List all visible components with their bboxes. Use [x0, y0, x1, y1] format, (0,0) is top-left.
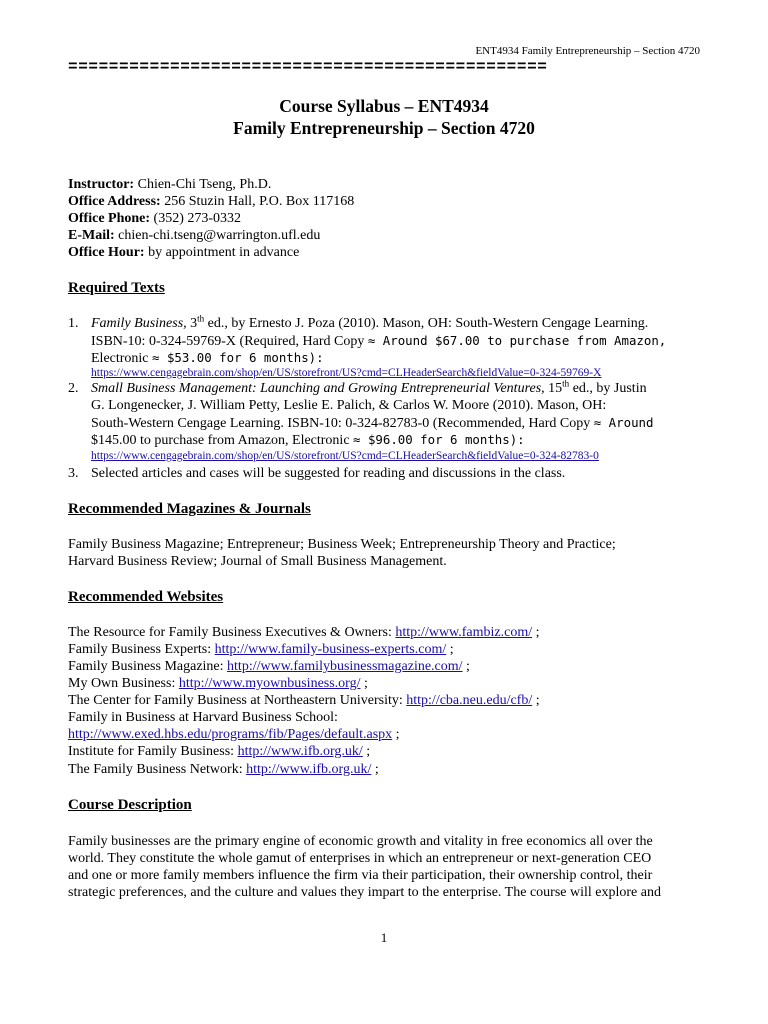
website-separator: ; [446, 642, 454, 657]
website-link[interactable]: http://www.myownbusiness.org/ [178, 676, 361, 691]
description-line-3: and one or more family members influence the firm via their participation, their ownership control, their [68, 868, 653, 883]
instructor-line [68, 177, 271, 193]
text-2-line-2: G. Longenecker, J. William Petty, Leslie E. Palich, & Carlos W. Moore (2010). Mason, OH: [91, 398, 607, 413]
text-1-link-line [91, 367, 601, 379]
website-label: Family Business Experts: [68, 642, 215, 657]
text-2-edition-suffix: th [562, 378, 570, 389]
website-link[interactable]: http://www.ifb.org.uk/ [237, 744, 363, 759]
text-3-number: 3. [68, 466, 79, 481]
text-3-line [68, 466, 565, 482]
text-1-price-electronic: ≈ $53.00 for 6 months): [152, 350, 324, 365]
website-item [68, 676, 368, 692]
website-separator: ; [371, 762, 379, 777]
office-address-line [68, 194, 354, 210]
website-label: The Family Business Network: [68, 762, 247, 777]
website-separator: ; [362, 744, 371, 759]
text-1-edition: 3 [186, 316, 198, 331]
text-1-electronic: Electronic [91, 351, 153, 366]
website-link[interactable]: http://www.family-business-experts.com/ [214, 642, 447, 657]
website-item [68, 762, 379, 778]
website-link[interactable]: http://www.ifb.org.uk/ [246, 762, 372, 777]
text-2-line-1 [68, 378, 647, 397]
magazines-heading: Recommended Magazines & Journals [68, 501, 311, 517]
magazines-line-1: Family Business Magazine; Entrepreneur; Business Week; Entrepreneurship Theory and Practice; [68, 537, 616, 552]
website-separator: ; [462, 659, 470, 674]
text-1-line-3 [91, 350, 324, 367]
text-2-price-hard: ≈ Around [593, 415, 654, 430]
email-value: chien-chi.tseng@warrington.ufl.edu [114, 228, 321, 243]
office-hour-value: by appointment in advance [144, 245, 300, 260]
website-label: Family Business Magazine: [68, 659, 228, 674]
website-item [68, 642, 454, 658]
website-link[interactable]: http://www.familybusinessmagazine.com/ [227, 659, 463, 674]
text-1-line-1 [68, 313, 649, 332]
text-1-number: 1. [68, 316, 79, 331]
text-2-number: 2. [68, 381, 79, 396]
text-2-isbn: South-Western Cengage Learning. ISBN-10: 0-324-82783-0 (Recommended, Hard Copy [91, 416, 594, 431]
header-rule: =============================================== [68, 58, 548, 76]
website-link[interactable]: http://www.fambiz.com/ [395, 625, 533, 640]
office-phone-label: Office Phone: [68, 211, 151, 226]
website-label: Family in Business at Harvard Business School: [68, 710, 338, 725]
text-2-amazon: $145.00 to purchase from Amazon, Electronic [91, 433, 354, 448]
description-line-4: strategic preferences, and the culture and values they impart to the enterprise. The course will explore and [68, 885, 661, 900]
office-phone-value: (352) 273-0332 [150, 211, 242, 226]
website-label: The Resource for Family Business Executives & Owners: [68, 625, 396, 640]
text-1-edition-suffix: th [197, 313, 205, 324]
text-2-rest: ed., by Justin [569, 381, 647, 396]
instructor-value: Chien-Chi Tseng, Ph.D. [134, 177, 272, 192]
email-line [68, 228, 320, 244]
text-1-rest: ed., by Ernesto J. Poza (2010). Mason, OH: South-Western Cengage Learning. [204, 316, 649, 331]
text-1-title: Family Business, [91, 316, 187, 331]
instructor-label: Instructor: [68, 177, 135, 192]
website-label: Institute for Family Business: [68, 744, 238, 759]
text-2-edition: 15 [544, 381, 563, 396]
text-2-line-4 [91, 432, 525, 449]
website-item [68, 744, 370, 760]
text-1-isbn: ISBN-10: 0-324-59769-X (Required, Hard Copy [91, 334, 368, 349]
text-1-price-hard: ≈ Around $67.00 to purchase from Amazon, [367, 333, 667, 348]
office-address-value: 256 Stuzin Hall, P.O. Box 117168 [160, 194, 355, 209]
website-item [68, 625, 540, 641]
text-1-line-2 [91, 333, 666, 350]
course-description-heading: Course Description [68, 797, 192, 813]
website-link[interactable]: http://www.exed.hbs.edu/programs/fib/Pages/default.aspx [68, 727, 393, 742]
page-number: 1 [380, 930, 388, 945]
website-item-label-line [68, 710, 338, 726]
text-1-link[interactable]: https://www.cengagebrain.com/shop/en/US/storefront/US?cmd=CLHeaderSearch&fieldValue=0-324-59769-X [91, 367, 602, 379]
office-phone-line [68, 211, 241, 227]
websites-heading: Recommended Websites [68, 589, 224, 605]
website-label: The Center for Family Business at Northeastern University: [68, 693, 407, 708]
description-line-2: world. They constitute the whole gamut of enterprises in which an entrepreneur or next-generation CEO [68, 851, 652, 866]
website-item [68, 659, 470, 675]
office-hour-line [68, 245, 299, 261]
required-texts-heading: Required Texts [68, 280, 165, 296]
website-item [68, 727, 400, 743]
magazines-line-2: Harvard Business Review; Journal of Small Business Management. [68, 554, 447, 569]
website-separator: ; [360, 676, 368, 691]
text-2-title: Small Business Management: Launching and Growing Entrepreneurial Ventures, [91, 381, 545, 396]
title-line-2: Family Entrepreneurship – Section 4720 [233, 118, 535, 138]
title-line-1: Course Syllabus – ENT4934 [279, 96, 489, 116]
office-hour-label: Office Hour: [68, 245, 145, 260]
text-2-link[interactable]: https://www.cengagebrain.com/shop/en/US/storefront/US?cmd=CLHeaderSearch&fieldValue=0-324-82783-0 [91, 450, 599, 462]
website-item [68, 693, 540, 709]
text-2-link-line [91, 450, 599, 462]
email-label: E-Mail: [68, 228, 115, 243]
office-address-label: Office Address: [68, 194, 161, 209]
website-separator: ; [392, 727, 400, 742]
website-separator: ; [532, 625, 540, 640]
text-2-price-electronic: ≈ $96.00 for 6 months): [353, 432, 525, 447]
website-label: My Own Business: [68, 676, 179, 691]
description-line-1: Family businesses are the primary engine of economic growth and vitality in free economics all over the [68, 834, 653, 849]
text-3-text: Selected articles and cases will be suggested for reading and discussions in the class. [91, 466, 566, 481]
website-separator: ; [532, 693, 540, 708]
website-link[interactable]: http://cba.neu.edu/cfb/ [406, 693, 533, 708]
text-2-line-3 [91, 415, 653, 432]
running-header: ENT4934 Family Entrepreneurship – Section 4720 [475, 45, 700, 57]
